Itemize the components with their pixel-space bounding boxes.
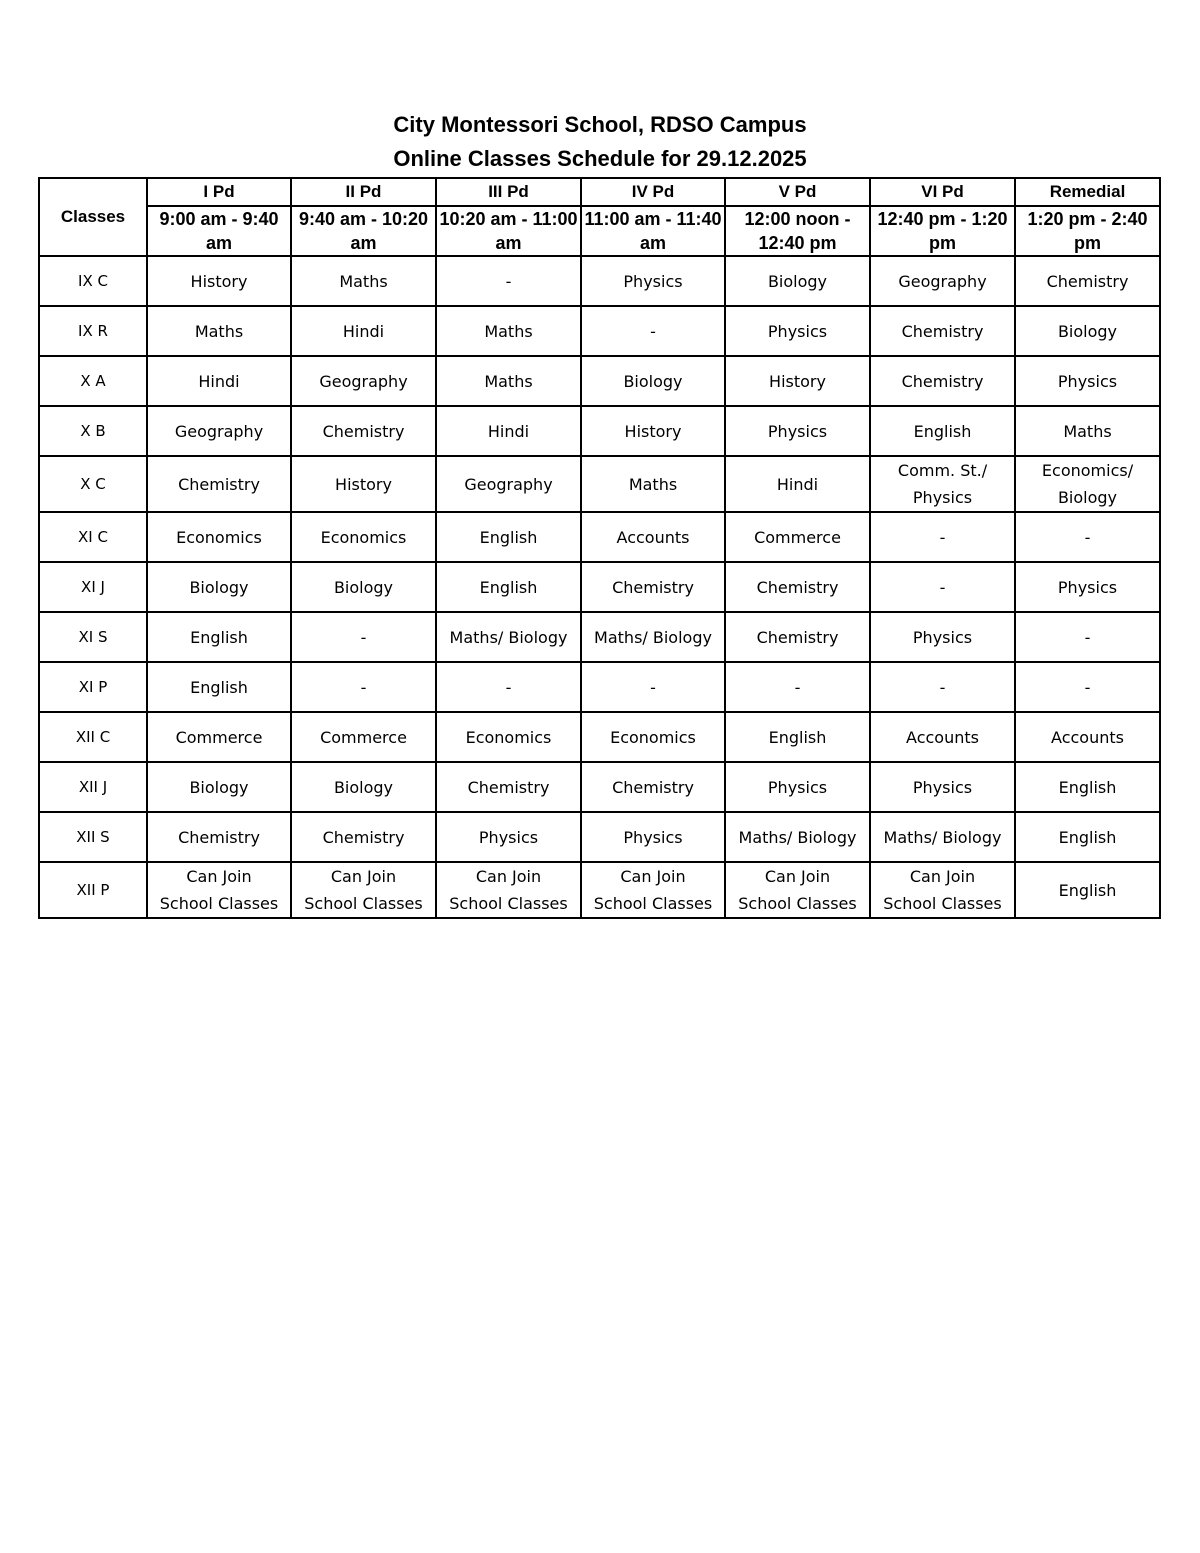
subject-cell <box>870 256 1015 306</box>
subject-cell <box>725 306 870 356</box>
subject-text: Geography <box>319 371 408 391</box>
subject-cell <box>581 406 725 456</box>
school-title: City Montessori School, RDSO Campus <box>393 112 807 137</box>
subject-cell <box>1015 562 1160 612</box>
period-name: VI Pd <box>870 178 1015 206</box>
subject-text: Economics <box>320 527 407 547</box>
subject-cell <box>1015 662 1160 712</box>
subject-cell <box>870 306 1015 356</box>
subject-text: - <box>360 677 367 697</box>
subject-text: Accounts <box>1051 727 1124 747</box>
subject-cell <box>581 612 725 662</box>
subject-text: Geography <box>898 271 987 291</box>
subject-text: Geography <box>174 421 264 441</box>
class-name-cell: XII C <box>39 712 147 762</box>
subject-cell <box>147 812 291 862</box>
subject-cell <box>147 406 291 456</box>
subject-text: Physics <box>1057 577 1118 597</box>
subject-cell <box>291 256 436 306</box>
table-row <box>39 712 1160 762</box>
subject-text: Maths/ Biology <box>594 627 712 647</box>
subject-cell <box>725 256 870 306</box>
subject-cell <box>1015 612 1160 662</box>
subject-text: - <box>1084 677 1091 697</box>
period-time: 11:00 am - 11:40 am <box>581 206 725 256</box>
subject-cell <box>870 712 1015 762</box>
subject-text: English <box>1058 777 1117 797</box>
table-row <box>39 456 1160 512</box>
period-time: 12:00 noon - 12:40 pm <box>725 206 870 256</box>
subject-text: Economics <box>465 727 552 747</box>
subject-text: Hindi <box>487 421 530 441</box>
subject-cell <box>291 456 436 512</box>
subject-text: English <box>190 677 248 697</box>
subject-text: - <box>505 271 512 291</box>
subject-cell <box>436 562 581 612</box>
subject-cell <box>291 712 436 762</box>
class-name-cell: XI C <box>39 512 147 562</box>
subject-text: Hindi <box>198 371 240 391</box>
subject-cell <box>581 862 725 918</box>
subject-cell <box>1015 512 1160 562</box>
subject-cell <box>725 862 870 918</box>
subject-cell <box>291 662 436 712</box>
table-row <box>39 762 1160 812</box>
period-name: I Pd <box>147 178 291 206</box>
subject-text: English <box>1058 880 1117 900</box>
subject-cell <box>725 512 870 562</box>
subject-text: Can Join School Classes <box>883 867 1002 913</box>
subject-cell <box>581 712 725 762</box>
subject-cell <box>725 406 870 456</box>
subject-cell <box>1015 762 1160 812</box>
subject-cell <box>436 306 581 356</box>
document-header <box>0 108 1200 176</box>
subject-text: - <box>794 677 801 697</box>
subject-text: Accounts <box>906 727 979 747</box>
subject-cell <box>581 456 725 512</box>
subject-text: Economics/ Biology <box>1041 461 1134 507</box>
subject-cell <box>436 862 581 918</box>
class-name-cell: X A <box>39 356 147 406</box>
class-name-cell: XII P <box>39 862 147 918</box>
subject-text: Hindi <box>342 321 385 341</box>
subject-cell <box>436 406 581 456</box>
subject-text: Maths/ Biology <box>883 827 1002 847</box>
period-name: III Pd <box>436 178 581 206</box>
class-name-cell: XI J <box>39 562 147 612</box>
subject-text: Chemistry <box>612 777 694 797</box>
subject-text: Chemistry <box>467 777 550 797</box>
subject-text: Economics <box>610 727 696 747</box>
subject-text: History <box>769 371 826 391</box>
subject-cell <box>1015 862 1160 918</box>
classes-header: Classes <box>39 178 147 256</box>
subject-text: Hindi <box>776 474 819 494</box>
subject-text: Chemistry <box>178 474 260 494</box>
subject-cell <box>291 812 436 862</box>
table-row <box>39 306 1160 356</box>
period-time: 12:40 pm - 1:20 pm <box>870 206 1015 256</box>
subject-text: Can Join School Classes <box>159 867 279 913</box>
subject-text: Maths/ Biology <box>738 827 857 847</box>
subject-cell <box>725 812 870 862</box>
subject-cell <box>870 356 1015 406</box>
class-name-cell: IX R <box>39 306 147 356</box>
subject-text: Maths <box>1063 421 1112 441</box>
subject-cell <box>870 862 1015 918</box>
subject-cell <box>291 612 436 662</box>
subject-text: Can Join School Classes <box>449 867 568 913</box>
subject-text: Physics <box>767 321 828 341</box>
subject-text: Can Join School Classes <box>738 867 857 913</box>
table-row <box>39 512 1160 562</box>
subject-text: - <box>1084 527 1091 547</box>
subject-cell <box>291 562 436 612</box>
period-name-row <box>39 178 1160 206</box>
subject-cell <box>147 612 291 662</box>
class-name-cell: IX C <box>39 256 147 306</box>
subject-text: Chemistry <box>756 627 839 647</box>
subject-cell <box>725 612 870 662</box>
subject-cell <box>436 612 581 662</box>
subject-text: English <box>190 627 248 647</box>
table-row <box>39 662 1160 712</box>
schedule-body <box>39 256 1160 918</box>
subject-text: English <box>479 577 538 597</box>
subject-cell <box>147 562 291 612</box>
schedule-subtitle: Online Classes Schedule for 29.12.2025 <box>393 146 807 171</box>
subject-text: Physics <box>478 827 539 847</box>
subject-cell <box>581 812 725 862</box>
subject-text: Commerce <box>754 527 841 547</box>
subject-text: Comm. St./ Physics <box>897 461 988 507</box>
subject-text: - <box>939 577 946 597</box>
subject-cell <box>147 456 291 512</box>
subject-text: History <box>624 421 682 441</box>
subject-text: Maths <box>194 321 244 341</box>
subject-cell <box>870 612 1015 662</box>
subject-text: Biology <box>1057 321 1118 341</box>
subject-text: Chemistry <box>322 827 405 847</box>
subject-cell <box>870 512 1015 562</box>
subject-cell <box>870 762 1015 812</box>
subject-cell <box>1015 306 1160 356</box>
subject-cell <box>581 306 725 356</box>
subject-text: - <box>939 677 946 697</box>
subject-text: English <box>913 421 972 441</box>
class-name-cell: XII S <box>39 812 147 862</box>
period-name: V Pd <box>725 178 870 206</box>
subject-cell <box>725 356 870 406</box>
period-time-row <box>39 206 1160 256</box>
class-name-cell: XI P <box>39 662 147 712</box>
subject-text: Biology <box>333 777 394 797</box>
subject-cell <box>581 256 725 306</box>
subject-text: Maths <box>628 474 678 494</box>
subject-cell <box>725 712 870 762</box>
table-row <box>39 862 1160 918</box>
class-name-cell: XII J <box>39 762 147 812</box>
subject-text: Can Join School Classes <box>304 867 423 913</box>
subject-text: Chemistry <box>178 827 260 847</box>
subject-cell <box>870 456 1015 512</box>
subject-text: English <box>479 527 538 547</box>
subject-text: - <box>1084 627 1091 647</box>
subject-cell <box>147 862 291 918</box>
subject-cell <box>870 812 1015 862</box>
subject-cell <box>725 456 870 512</box>
subject-cell <box>1015 256 1160 306</box>
subject-cell <box>870 406 1015 456</box>
subject-text: Biology <box>333 577 394 597</box>
period-name: Remedial <box>1015 178 1160 206</box>
subject-cell <box>870 562 1015 612</box>
subject-text: Economics <box>176 527 262 547</box>
period-time: 1:20 pm - 2:40 pm <box>1015 206 1160 256</box>
subject-text: Biology <box>623 371 683 391</box>
subject-text: - <box>650 321 656 341</box>
subject-cell <box>147 306 291 356</box>
subject-text: - <box>650 677 656 697</box>
subject-cell <box>147 512 291 562</box>
subject-cell <box>870 662 1015 712</box>
table-row <box>39 406 1160 456</box>
subject-text: Chemistry <box>901 371 984 391</box>
subject-text: Can Join School Classes <box>593 867 713 913</box>
subject-cell <box>581 356 725 406</box>
subject-cell <box>291 762 436 812</box>
subject-cell <box>725 662 870 712</box>
subject-text: Biology <box>189 777 249 797</box>
subject-text: Physics <box>912 627 973 647</box>
subject-cell <box>1015 712 1160 762</box>
subject-text: - <box>360 627 367 647</box>
table-row <box>39 562 1160 612</box>
period-name: IV Pd <box>581 178 725 206</box>
subject-cell <box>147 662 291 712</box>
class-name-cell: X C <box>39 456 147 512</box>
subject-text: English <box>768 727 827 747</box>
subject-cell <box>1015 456 1160 512</box>
subject-cell <box>147 256 291 306</box>
class-name-cell: XI S <box>39 612 147 662</box>
class-name-cell: X B <box>39 406 147 456</box>
subject-text: Chemistry <box>1046 271 1129 291</box>
subject-cell <box>291 356 436 406</box>
subject-text: Chemistry <box>322 421 405 441</box>
subject-cell <box>725 762 870 812</box>
subject-cell <box>291 512 436 562</box>
subject-text: Maths <box>484 321 533 341</box>
subject-cell <box>436 762 581 812</box>
subject-text: Maths <box>339 271 388 291</box>
subject-text: - <box>505 677 512 697</box>
subject-cell <box>581 562 725 612</box>
subject-cell <box>291 862 436 918</box>
subject-text: Maths/ Biology <box>449 627 568 647</box>
subject-text: Geography <box>464 474 553 494</box>
subject-text: Biology <box>767 271 828 291</box>
subject-text: Maths <box>484 371 533 391</box>
subject-text: Chemistry <box>756 577 839 597</box>
subject-cell <box>725 562 870 612</box>
period-time: 9:00 am - 9:40 am <box>147 206 291 256</box>
subject-text: History <box>190 271 248 291</box>
subject-cell <box>436 256 581 306</box>
subject-cell <box>436 456 581 512</box>
subject-cell <box>436 512 581 562</box>
subject-text: Physics <box>767 421 828 441</box>
schedule-table <box>38 177 1161 919</box>
table-row <box>39 612 1160 662</box>
subject-cell <box>147 762 291 812</box>
subject-text: Chemistry <box>901 321 984 341</box>
subject-cell <box>436 356 581 406</box>
subject-cell <box>147 356 291 406</box>
subject-text: Physics <box>912 777 973 797</box>
subject-text: English <box>1058 827 1117 847</box>
subject-cell <box>291 406 436 456</box>
subject-text: Biology <box>189 577 249 597</box>
subject-cell <box>291 306 436 356</box>
table-row <box>39 812 1160 862</box>
subject-text: Accounts <box>616 527 690 547</box>
subject-cell <box>147 712 291 762</box>
subject-cell <box>436 712 581 762</box>
period-name: II Pd <box>291 178 436 206</box>
subject-text: Physics <box>1057 371 1118 391</box>
subject-cell <box>581 662 725 712</box>
subject-text: Physics <box>767 777 828 797</box>
subject-text: Chemistry <box>612 577 694 597</box>
period-time: 9:40 am - 10:20 am <box>291 206 436 256</box>
table-row <box>39 256 1160 306</box>
subject-cell <box>1015 406 1160 456</box>
table-row <box>39 356 1160 406</box>
subject-cell <box>1015 356 1160 406</box>
subject-cell <box>581 512 725 562</box>
subject-text: History <box>335 474 392 494</box>
subject-text: Commerce <box>175 727 263 747</box>
subject-text: Physics <box>623 271 683 291</box>
subject-text: Commerce <box>320 727 407 747</box>
subject-cell <box>436 662 581 712</box>
subject-cell <box>581 762 725 812</box>
subject-text: - <box>939 527 946 547</box>
subject-cell <box>1015 812 1160 862</box>
period-time: 10:20 am - 11:00 am <box>436 206 581 256</box>
subject-cell <box>436 812 581 862</box>
subject-text: Physics <box>623 827 683 847</box>
